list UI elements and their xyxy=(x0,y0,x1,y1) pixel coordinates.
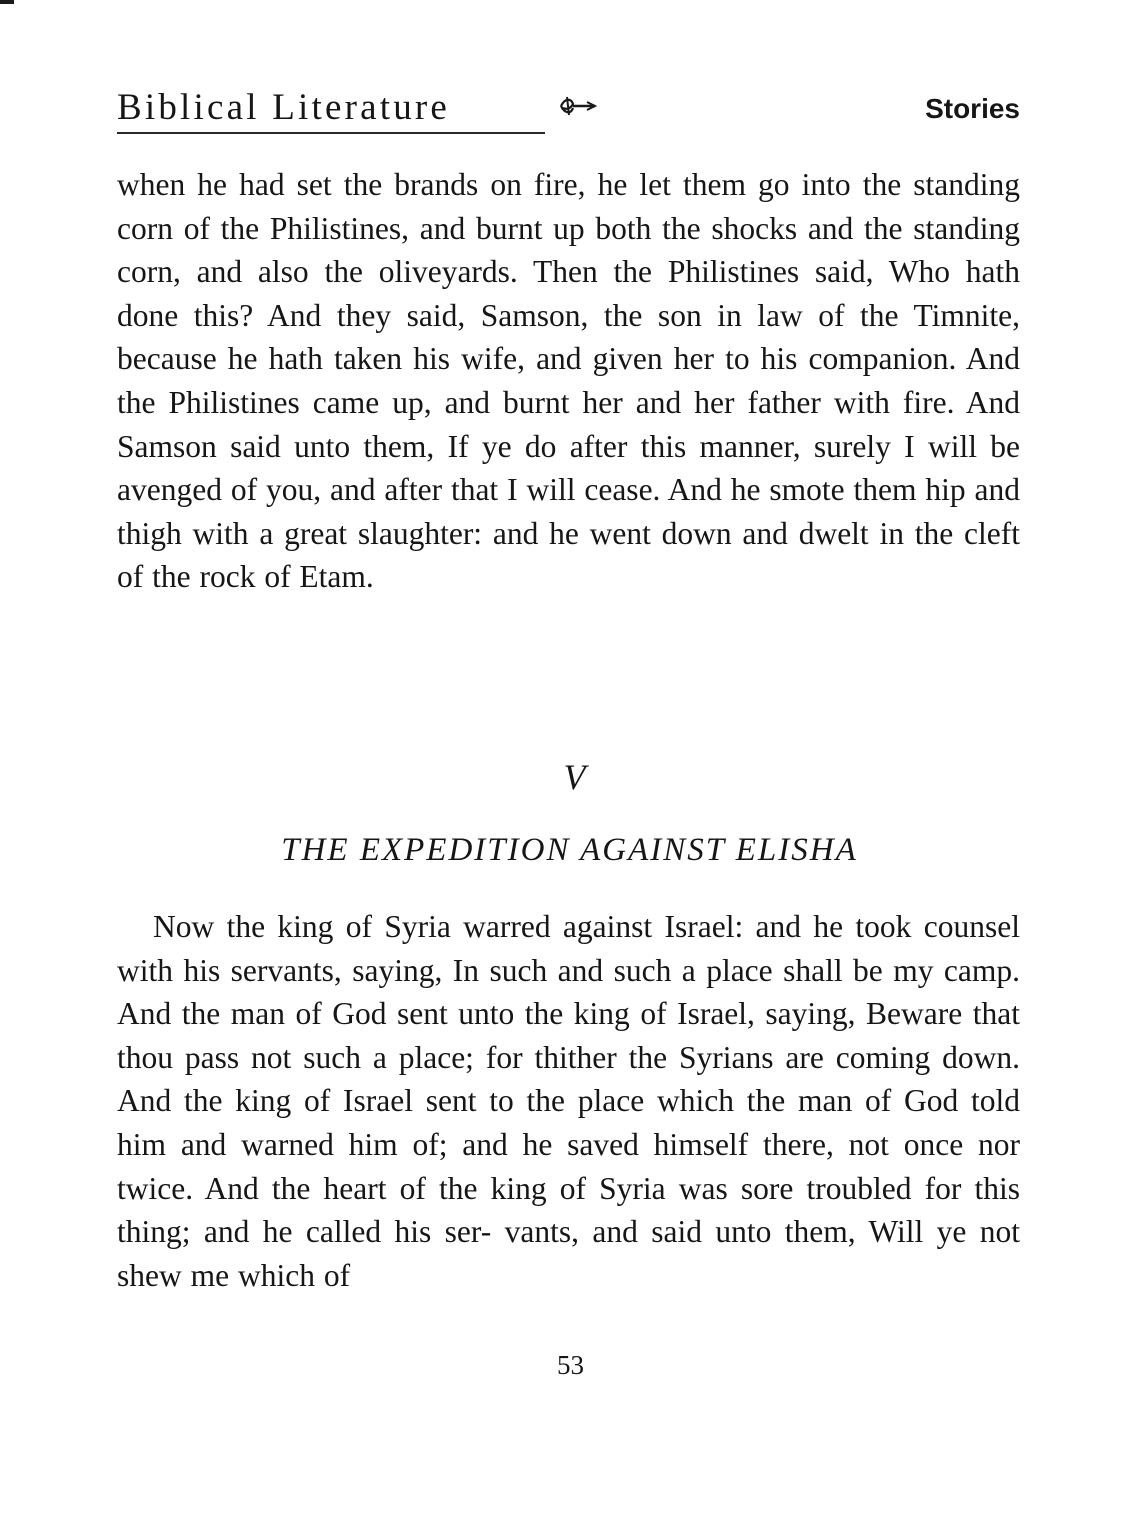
body-paragraph-1: when he had set the brands on fire, he let them go into the standing corn of the Philistines, and burnt up both the shocks and the standing corn, and also the oliveyards. Then the Philistines said, Who hath done this? And they said, Samson, the son in law of the Timnite, because he hath taken his wife, and given her to his companion. And the Philistines came up, and burnt her and her father with fire. And Samson said unto them, If ye do after this manner, surely I will be avenged of you, and after that I will cease. And he smote them hip and thigh with a great slaughter: and he went down and dwelt in the cleft of the rock of Etam. xyxy=(117,167,1020,595)
section-number: V xyxy=(563,757,586,797)
scan-corner-mark xyxy=(0,0,14,4)
running-head-section: Stories xyxy=(925,93,1020,124)
running-head-rule xyxy=(117,132,545,134)
page-number: 53 xyxy=(557,1350,584,1380)
fleuron-ornament-icon xyxy=(557,94,597,118)
body-paragraph-2: Now the king of Syria warred against Israel: and he took counsel with his servants, saying, In such and such a place shall be my camp. And the man of God sent unto the king of Israel, saying, Beware that thou pass not such a place; for thither the Syrians are coming down. And the king of Israel sent to the place which the man of God told him and warned him of; and he saved himself there, not once nor twice. And the heart of the king of Syria was sore troubled for this thing; and he called his ser- vants, and said unto them, Will ye not shew me which of xyxy=(117,909,1020,1293)
running-head xyxy=(117,86,1020,136)
section-title: THE EXPEDITION AGAINST ELISHA xyxy=(281,832,858,868)
running-head-title: Biblical Literature xyxy=(117,87,451,128)
